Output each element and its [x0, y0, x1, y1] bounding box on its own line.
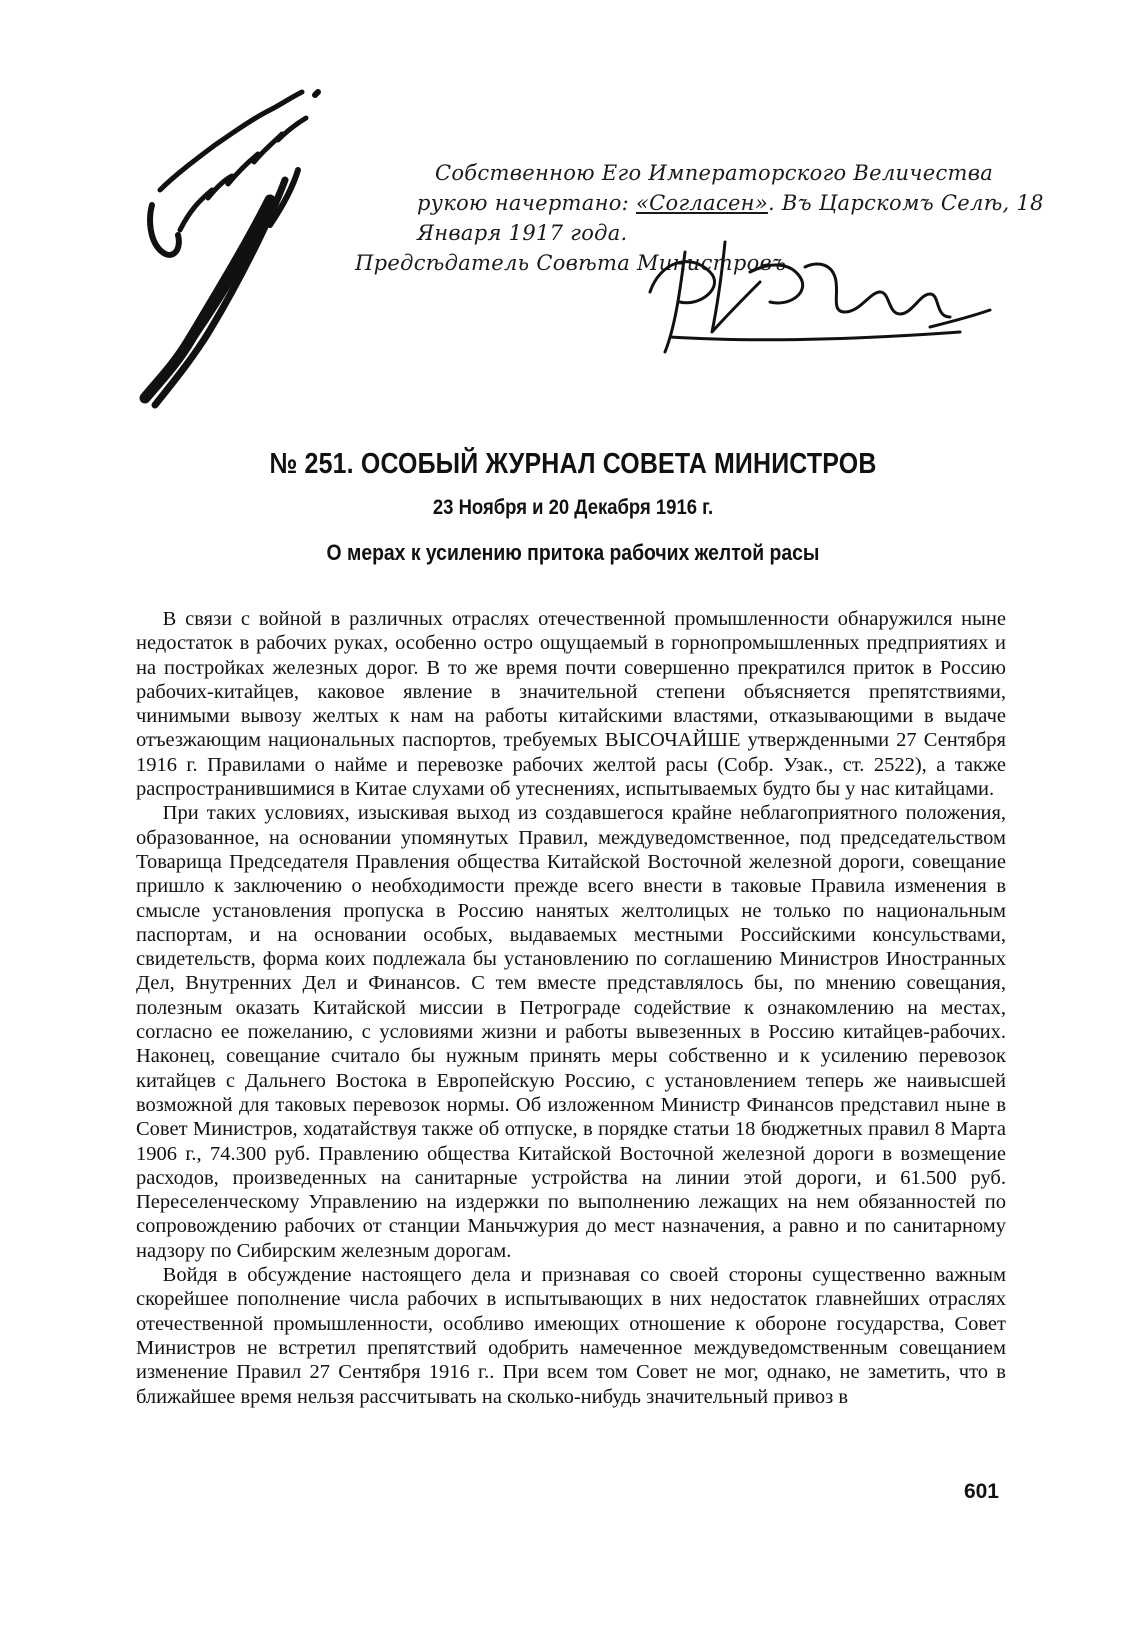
note-line: Предсѣдатель Совѣта Министровъ — [355, 251, 787, 275]
note-line: рукою начертано: «Согласен». Въ Царскомъ Селѣ, 18 — [417, 191, 1044, 215]
body-paragraph: При таких условиях, изыскивая выход из создавшегося крайне неблагоприятного положения, образованное, на основании упомянутых Правил, междуведомственное, под председательством Товарища Председателя Правления общества Китайской Восточной железной дороги, совещание пришло к заключению о необходимости прежде всего внести в таковые Правила изменения в смысле установления пропуска в Россию нанятых желтолицых не только по национальным паспортам, и на основании особых, выдаваемых местными Российскими консульствами, свидетельств, форма коих подлежала бы установлению по соглашению Министров Иностранных Дел, Внутренних Дел и Финансов. С тем вместе представлялось бы, по мнению совещания, полезным оказать Китайской миссии в Петрограде содействие к ознакомлению на местах, согласно ее пожеланию, с условиями жизни и работы вывезенных в Россию китайцев-рабочих. Наконец, совещание считало бы нужным принять меры собственно и к усилению перевозок китайцев с Дальнего Востока в Европейскую Россию, с установлением теперь же наивысшей возможной для таковых перевозок нормы. Об изложенном Министр Финансов представил ныне в Совет Министров, ходатайствуя также об отпуске, в порядке статьи 18 бюджетных правил 8 Марта 1906 г., 74.300 руб. Правлению общества Китайской Восточной железной дороги в возмещение расходов, произведенных на санитарные устройства на линии этой дороги, и 61.500 руб. Переселенческому Управлению на издержки по выполнению лежащих на нем обязанностей по сопровождению рабочих от станции Маньчжурия до мест назначения, а равно и по санитарному надзору по Сибирским железным дорогам. — [136, 802, 1006, 1262]
body-paragraph: В связи с войной в различных отраслях отечественной промышленности обнаружился ныне недостаток в рабочих руках, особенно остро ощущаемый в горнопромышленных предприятиях и на постройках железных дорог. В то же время почти совершенно прекратился приток в Россию рабочих-китайцев, каковое явление в значительной степени объясняется препятствиями, чинимыми вывозу желтых к нам на работы китайскими властями, отказывающими в выдаче отъезжающим национальных паспортов, требуемых ВЫСОЧАЙШЕ утвержденными 27 Сентября 1916 г. Правилами о найме и перевозке рабочих желтой расы (Собр. Узак., ст. 2522), а также распространившимися в Китае слухами об утеснениях, испытываемых будто бы у нас китайцами. — [136, 608, 1006, 801]
body-paragraph: Войдя в обсуждение настоящего дела и признавая со своей стороны существенно важным скорейшее пополнение числа рабочих в испытывающих в них недостаток главнейших отраслях отечественной промышленности, особливо имеющих отношение к обороне государства, Совет Министров не встретил препятствий одобрить намеченное междуведомственным совещанием изменение Правил 27 Сентября 1916 г.. При всем том Совет не мог, однако, не заметить, что в ближайшее время нельзя рассчитывать на сколько-нибудь значительный привоз в — [136, 1264, 1006, 1408]
page-number: 601 — [963, 1480, 999, 1503]
note-line: Собственною Его Императорского Величества — [435, 161, 994, 185]
document-body — [136, 607, 1006, 1409]
document-date: 23 Ноября и 20 Декабря 1916 г. — [432, 496, 714, 519]
document-subject: О мерах к усилению притока рабочих желтой расы — [326, 540, 820, 565]
quoted-resolution: «Согласен» — [636, 191, 768, 215]
chairman-signature — [630, 232, 1000, 357]
document-title: № 251. ОСОБЫЙ ЖУРНАЛ СОВЕТА МИНИСТРОВ — [269, 448, 877, 480]
note-line: Января 1917 года. — [417, 221, 628, 245]
imperial-resolution-mark — [120, 80, 360, 410]
